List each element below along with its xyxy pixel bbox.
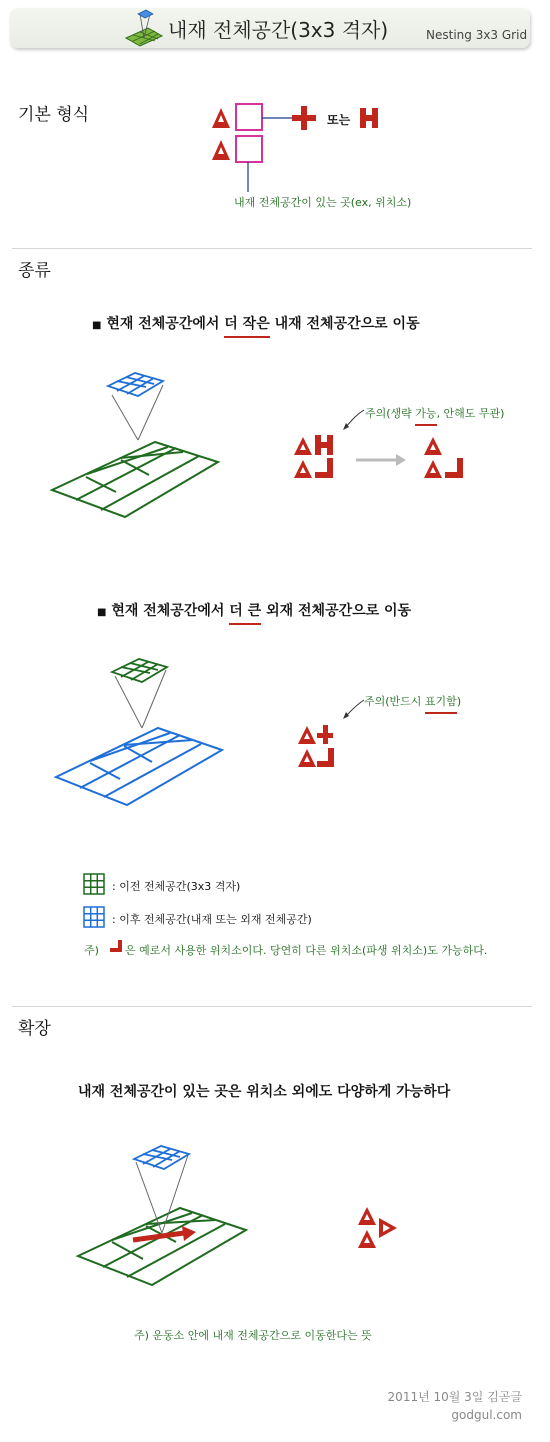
extension-note: 주) 운동소 안에 내재 전체공간으로 이동한다는 뜻 (134, 1329, 372, 1342)
footer-site: godgul.com (451, 1408, 522, 1422)
page-title: 내재 전체공간(3x3 격자) (168, 18, 389, 42)
case2-text-post: 외재 전체공간으로 이동 (261, 603, 412, 619)
case1-emph: 더 작은 (224, 316, 270, 332)
triangle-glyph (358, 1207, 376, 1225)
legend-note-text: 은 예로서 사용한 위치소이다. 당연히 다른 위치소(파생 위치소)도 가능하다. (125, 944, 488, 957)
heading-types: 종류 (18, 261, 51, 281)
note-pre: 주의(반드시 (364, 695, 425, 708)
note-post: , 안해도 무관) (436, 407, 505, 420)
case2-text-pre: 현재 전체공간에서 (111, 603, 230, 619)
legend-prev: : 이전 전체공간(3x3 격자) (112, 880, 241, 893)
location-label: 내재 전체공간이 있는 곳(ex, 위치소) (234, 196, 412, 209)
case1-text-post: 내재 전체공간으로 이동 (269, 316, 420, 332)
note-emph: 가능 (415, 407, 437, 420)
footer-date: 2011년 10월 3일 김곧글 (387, 1390, 522, 1404)
bullet: ■ (97, 607, 107, 618)
motion-glyph (379, 1218, 397, 1238)
note-emph: 표기함 (424, 695, 457, 708)
page-subtitle: Nesting 3x3 Grid (426, 28, 528, 42)
heading-extension: 확장 (18, 1019, 51, 1039)
case1-text-pre: 현재 전체공간에서 (106, 316, 225, 332)
blue-grid-small (134, 1146, 189, 1169)
bullet: ■ (92, 320, 102, 331)
arrow-red (133, 1233, 184, 1240)
legend-note-prefix: 주) (84, 944, 99, 957)
legend-next: : 이후 전체공간(내재 또는 외재 전체공간) (112, 913, 312, 926)
heading-basic: 기본 형식 (18, 105, 90, 125)
or-label: 또는 (327, 113, 351, 127)
green-grid-large (78, 1208, 246, 1285)
extension-statement: 내재 전체공간이 있는 곳은 위치소 외에도 다양하게 가능하다 (78, 1084, 451, 1100)
note-post: ) (456, 695, 462, 708)
triangle-glyph (358, 1230, 376, 1248)
note-pre: 주의(생략 (365, 407, 416, 420)
case2-emph: 더 큰 (229, 603, 262, 619)
